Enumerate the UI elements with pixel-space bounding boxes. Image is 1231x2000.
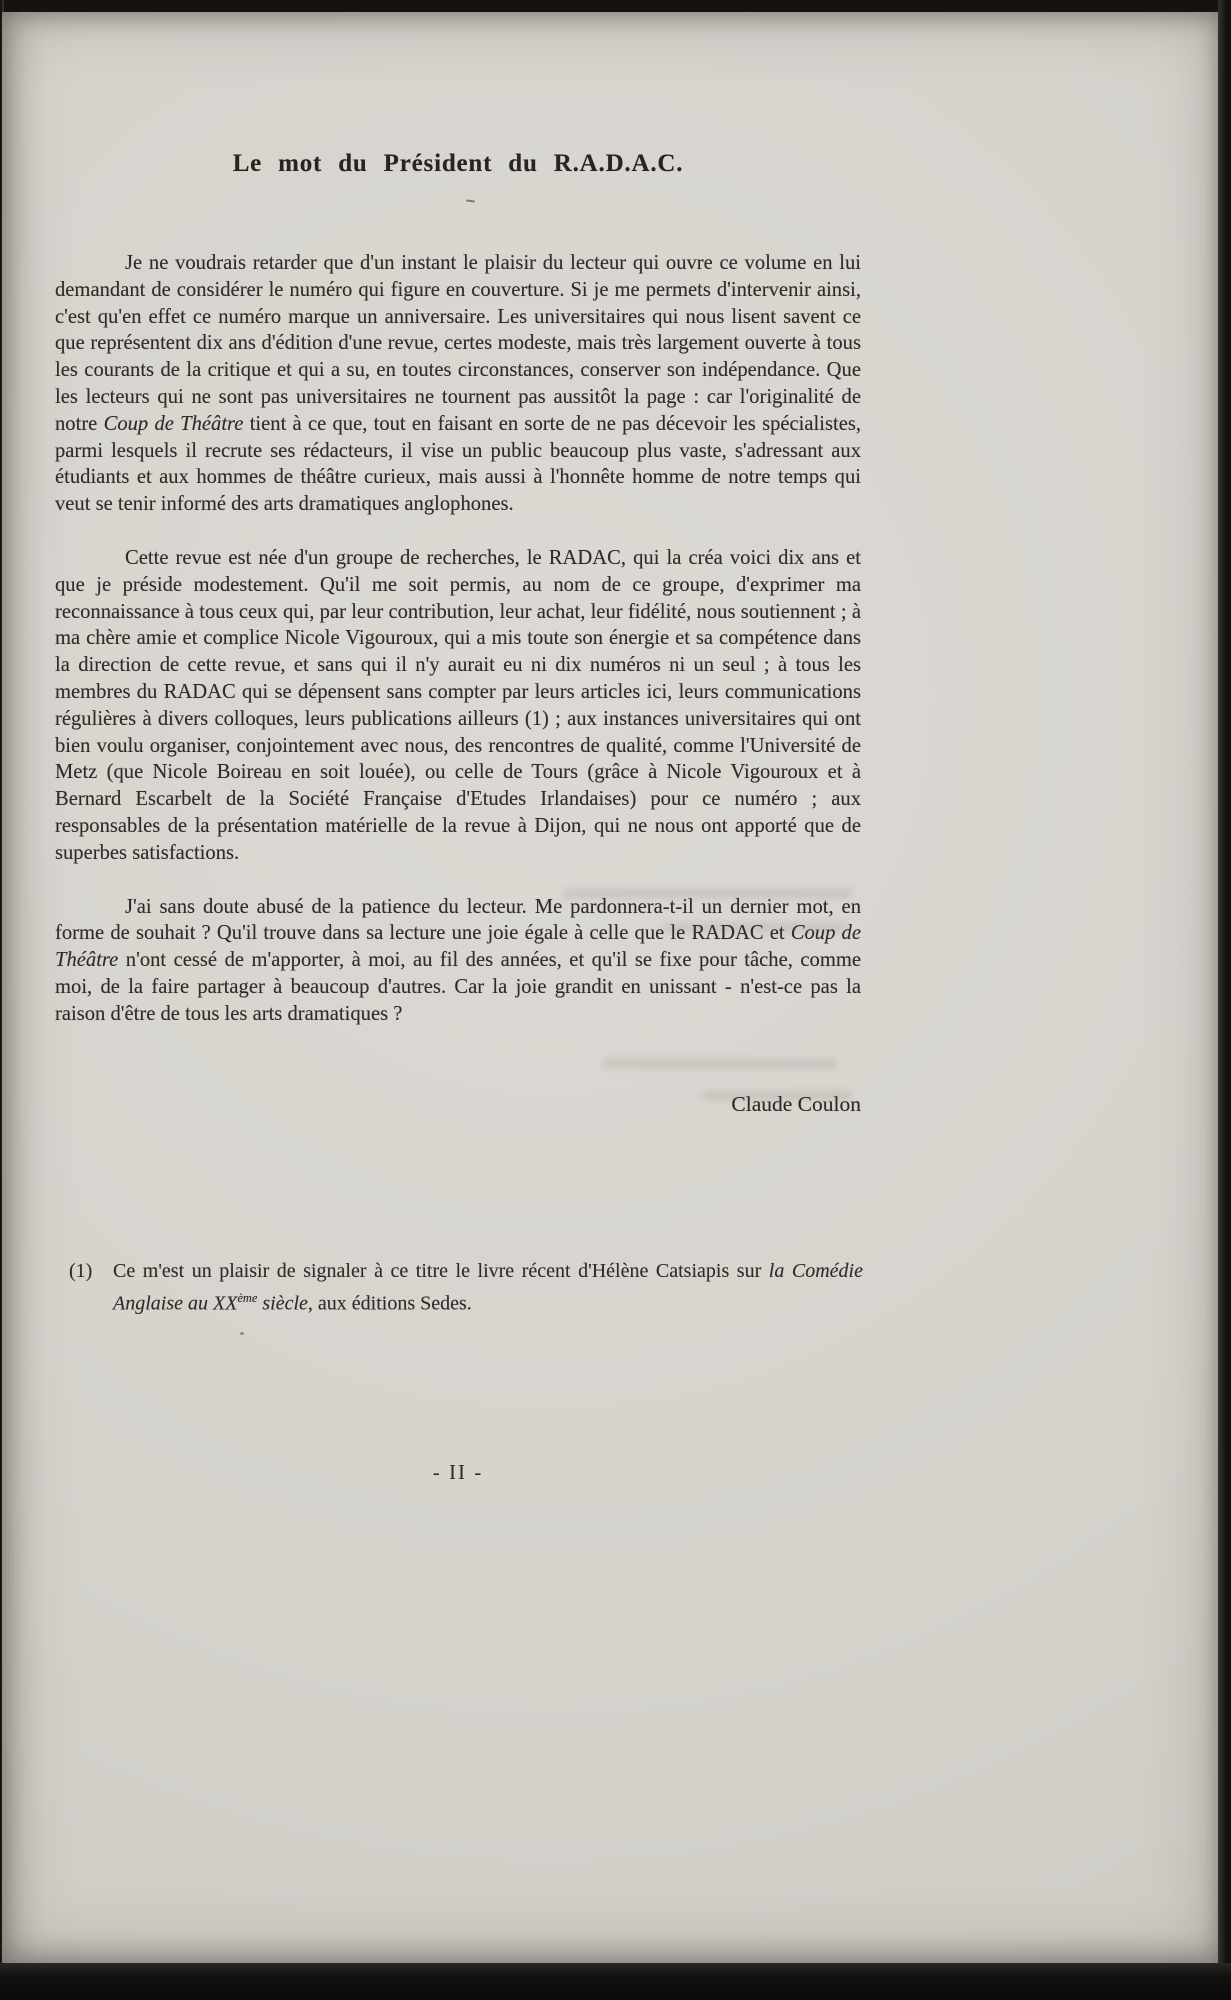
book-title-italic: la Comédie Anglaise au XX [113, 1260, 863, 1315]
paragraph-text: Je ne voudrais retarder que d'un instant le plaisir du lecteur qui ouvre ce volume en lui demandant de considérer le numéro qui figure en couverture. Si je me permets d'intervenir ainsi, c'est qu'en effet ce numéro marque un anniversaire. Les universitaires qui nous lisent savent ce que représentent dix ans d'édition d'une revue, certes modeste, mais très largement ouverte à tous les courants de la critique et qui a su, en toutes circonstances, conserver son indépendance. Que les lecteurs qui ne sont pas universitaires ne tournent pas aussitôt la page : car l'originalité de notre [55, 252, 861, 435]
scan-edge-bottom [0, 1963, 1231, 2000]
ink-bleed-artifact [602, 1058, 837, 1069]
footnote [69, 1258, 863, 1318]
scan-artifact-dash [466, 199, 475, 202]
paper-page [2, 12, 1218, 1963]
footnote-marker: (1) [69, 1260, 93, 1282]
superscript-ordinal: ème [237, 1291, 258, 1305]
footnote-segment: Ce m'est un plaisir de signaler à ce titre le livre récent d'Hélène Catsiapis sur [113, 1260, 769, 1282]
journal-title-italic: Coup de Théâtre [55, 922, 861, 972]
page-title: Le mot du Président du R.A.D.A.C. [232, 150, 684, 177]
paragraph [55, 894, 861, 1028]
scan-edge-right [1218, 0, 1231, 2000]
body-text [55, 250, 861, 1028]
footnote-text [113, 1258, 863, 1318]
paragraph [55, 250, 861, 518]
journal-title-italic: Coup de Théâtre [103, 412, 244, 435]
signature: Claude Coulon [731, 1092, 861, 1116]
scan-artifact-dot [240, 1332, 244, 1335]
paragraph-text: n'ont cessé de m'apporter, à moi, au fil des années, et qu'il se fixe pour tâche, comme moi, de la faire partager à beaucoup d'autres. Car la joie grandit en unissant - n'est-ce pas la raison d'être de tous les arts dramatiques ? [55, 949, 861, 1025]
scan-edge-top [0, 0, 1231, 12]
page-number: - II - [432, 1460, 484, 1484]
book-title-italic: siècle [257, 1292, 308, 1315]
paragraph-text: J'ai sans doute abusé de la patience du lecteur. Me pardonnera-t-il un dernier mot, en forme de souhait ? Qu'il trouve dans sa lecture une joie égale à celle que le RADAC et [55, 895, 861, 945]
paragraph-text: tient à ce que, tout en faisant en sorte de ne pas décevoir les spécialistes, parmi lesquels il recrute ses rédacteurs, il vise un public beaucoup plus vaste, s'adressant aux étudiants et aux hommes de théâtre curieux, mais aussi à l'honnête homme de notre temps qui veut se tenir informé des arts dramatiques anglophones. [55, 412, 862, 516]
footnote-segment: , aux éditions Sedes. [307, 1292, 472, 1315]
paragraph [55, 545, 861, 867]
paragraph-text: Cette revue est née d'un groupe de recherches, le RADAC, qui la créa voici dix ans et que je préside modestement. Qu'il me soit permis, au nom de ce groupe, d'exprimer ma reconnaissance à tous ceux qui, par leur contribution, leur achat, leur fidélité, nous soutiennent ; à ma chère amie et complice Nicole Vigouroux, qui a mis toute son énergie et sa compétence dans la direction de cette revue, et sans qui il n'y aurait eu ni dix numéros ni un seul ; à tous les membres du RADAC qui se dépensent sans compter par leurs articles ici, leurs communications régulières à divers colloques, leurs publications ailleurs (1) ; aux instances universitaires qui ont bien voulu organiser, conjointement avec nous, des rencontres de qualité, comme l'Université de Metz (que Nicole Boireau en soit louée), ou celle de Tours (grâce à Nicole Vigouroux et à Bernard Escarbelt de la Société Française d'Etudes Irlandaises) pour ce numéro ; aux responsables de la présentation matérielle de la revue à Dijon, qui ne nous ont apporté que de superbes satisfactions. [55, 546, 861, 864]
